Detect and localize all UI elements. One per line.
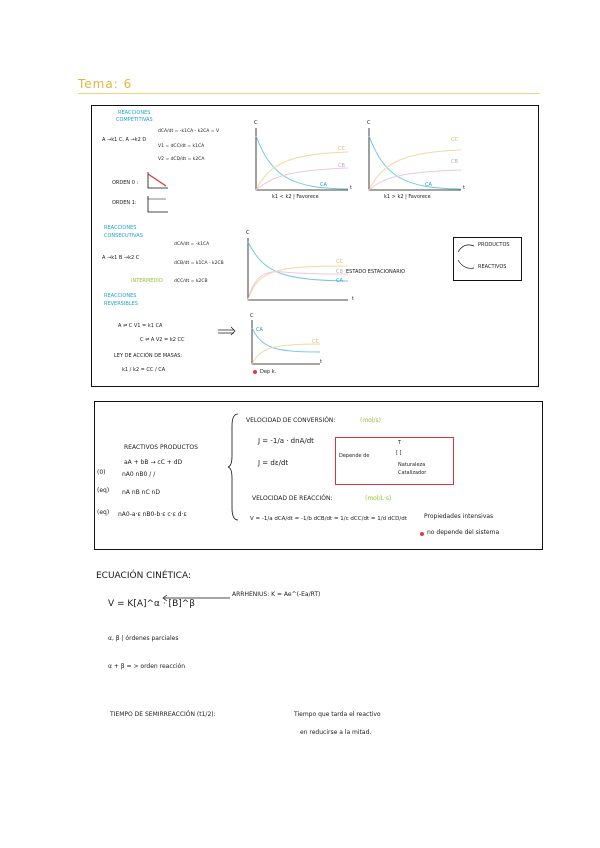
plot2-axis-t: t: [463, 185, 465, 191]
plot1-caption: k1 < k2 | Favorece: [272, 194, 319, 200]
reversible-curve-c: CC: [312, 339, 319, 345]
equilibrium-ratio: k1 / k2 = CC / CA: [122, 367, 166, 373]
conversion-title: VELOCIDAD DE CONVERSIÓN:: [246, 417, 336, 424]
row0-values: nA0 nB0 / /: [122, 471, 156, 478]
plot1-curve-b: CB: [338, 163, 345, 169]
reaction-equation: aA + bB → cC + dD: [124, 459, 183, 466]
consecutive-heading-2: CONSECUTIVAS: [104, 233, 143, 239]
plot1-curve-c: CC: [338, 146, 345, 152]
products-label: PRODUCTOS: [478, 242, 510, 248]
concurrent-eq2: V1 = dCC/dt = k1CA: [158, 144, 205, 149]
plot1-curve-a: CA: [320, 182, 327, 188]
not-depends-label: no depende del sistema: [427, 529, 500, 536]
reactants-label: REACTIVOS: [478, 264, 507, 270]
concurrent-eq3: V2 = dCD/dt = k2CA: [158, 157, 205, 162]
intermediate-label: INTERMEDIO: [131, 278, 163, 284]
arrhenius-equation: ARRHENIUS: K = Ae^(-Ea/RT): [232, 591, 321, 598]
big-brace: [228, 412, 240, 522]
consecutive-axis-c: C: [246, 230, 250, 236]
depends-box: [335, 437, 454, 485]
consecutive-heading-1: REACCIONES: [104, 225, 137, 231]
reversible-curve-a: CA: [256, 327, 263, 333]
conversion-unit: (mol/s): [360, 417, 382, 424]
reversible-scheme-bottom: C ⇌ A V2 = k2 CC: [140, 337, 185, 343]
consecutive-eq3: dCC/dt = k2CB: [174, 279, 208, 284]
j-equation-2: J = dε/dt: [258, 459, 289, 467]
mass-action-label: LEY DE ACCIÓN DE MASAS:: [114, 353, 183, 359]
consecutive-axis-t: t: [352, 296, 354, 302]
product-reactant-arrows: [456, 240, 476, 276]
concurrent-eq1: dCA/dt = -k1CA - k2CA = V: [158, 129, 220, 134]
concurrent-scheme: A →k1 C, A →k2 D: [102, 137, 147, 143]
intensive-property: Propiedades intensivas: [424, 513, 494, 520]
j-equation: J = -1/a · dnA/dt: [258, 437, 314, 445]
plot2-curve-c: CC: [451, 137, 458, 143]
dep-item-2: Naturaleza: [398, 462, 426, 468]
consecutive-curve-a: CA: [336, 278, 343, 284]
concurrent-heading-2: COMPETITIVAS: [116, 117, 153, 123]
plot2-curve-a: CA: [425, 182, 432, 188]
reversible-heading-2: REVERSIBLES: [104, 301, 138, 307]
order-diagrams: [140, 170, 180, 215]
partial-orders: α, β | órdenes parciales: [108, 635, 179, 642]
kinetic-title: ECUACIÓN CINÉTICA:: [96, 571, 191, 581]
consecutive-eq2: dCB/dt = k1CA - k2CB: [174, 261, 224, 266]
consecutive-scheme: A →k1 B →k2 C: [102, 255, 140, 261]
consecutive-curve-b: CB: [336, 269, 343, 275]
plot1-axis-t: t: [350, 185, 352, 191]
order-one-label: ORDEN 1:: [112, 200, 137, 206]
plot1-axis-c: C: [254, 120, 258, 126]
half-life-text-2: en reducirse a la mitad.: [300, 729, 372, 736]
reactants-products-header: REACTIVOS PRODUCTOS: [124, 444, 198, 451]
steady-state-label: ESTADO ESTACIONARIO: [346, 269, 406, 275]
half-life-text-1: Tiempo que tarda el reactivo: [294, 711, 381, 718]
plot-k1-lt-k2: [252, 126, 352, 198]
dep-item-0: T: [398, 440, 402, 446]
not-depends-bullet: [420, 532, 424, 536]
depends-label: Depende de: [339, 453, 370, 459]
reversible-heading-1: REACCIONES: [104, 293, 137, 299]
row-eq-label: (eq): [97, 487, 110, 494]
half-life-title: TIEMPO DE SEMIRREACCIÓN (t1/2):: [110, 711, 216, 718]
plot2-axis-c: C: [367, 120, 371, 126]
page-title: Tema: 6: [78, 77, 133, 91]
plot2-caption: k1 > k2 | Favorece: [384, 194, 431, 200]
order-zero-label: ORDEN 0 :: [112, 180, 139, 186]
plot2-curve-b: CB: [451, 159, 458, 165]
v-equation: V = -1/a dCA/dt = -1/b dCB/dt = 1/c dCC/dt = 1/d dCD/dt: [250, 516, 407, 522]
reversible-axis-c: C: [250, 313, 254, 319]
dep-item-3: Catalizador: [398, 470, 427, 476]
row-eq2-label: (eq): [97, 509, 110, 516]
dep-k-bullet: [253, 370, 257, 374]
consecutive-eq1: dCA/dt = -k1CA: [174, 242, 210, 247]
reaction-speed-title: VELOCIDAD DE REACCIÓN:: [252, 495, 333, 502]
title-underline: [78, 93, 540, 94]
row-eq2-values: nA0-a·ε nB0-b·ε c·ε d·ε: [118, 511, 187, 518]
reversible-arrow: [216, 326, 238, 336]
dep-item-1: [ ]: [396, 450, 402, 456]
row-eq-values: nA nB nC nD: [122, 489, 160, 496]
plot-k1-gt-k2: [365, 126, 465, 198]
reaction-speed-unit: (mol/L·s): [365, 495, 392, 502]
row0-label: (0): [97, 469, 106, 476]
concurrent-heading-1: REACCIONES: [118, 110, 151, 116]
rate-law: V = K[A]^α · [B]^β: [108, 599, 196, 609]
reversible-scheme-top: A ⇌ C V1 = k1 CA: [118, 323, 163, 329]
consecutive-curve-c: CC: [336, 259, 343, 265]
total-order: α + β = > orden reacción: [108, 663, 186, 670]
dep-k-label: Dep k.: [260, 369, 277, 375]
reversible-axis-t: t: [320, 359, 322, 365]
